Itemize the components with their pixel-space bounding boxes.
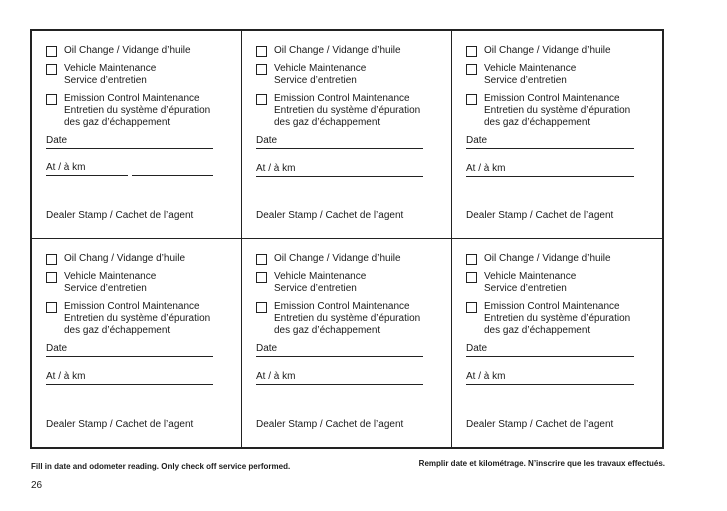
oil-change-label: Oil Change / Vidange d’huile (274, 253, 401, 264)
vehicle-maintenance-label-fr: Service d’entretien (274, 75, 357, 86)
date-label: Date (256, 343, 278, 354)
date-label: Date (466, 343, 488, 354)
oil-change-option[interactable] (466, 45, 648, 57)
emission-control-label: Emission Control Maintenance (274, 301, 410, 312)
footer-instructions-en: Fill in date and odometer reading. Only check off service performed. (31, 462, 291, 471)
service-record-cell (32, 239, 242, 447)
emission-control-label-fr-1: Entretien du système d’épuration (274, 105, 421, 116)
emission-control-label-fr-1: Entretien du système d’épuration (64, 105, 211, 116)
vehicle-maintenance-label: Vehicle Maintenance (484, 63, 577, 74)
dealer-stamp-label: Dealer Stamp / Cachet de l’agent (466, 210, 614, 221)
oil-change-option[interactable] (466, 253, 648, 265)
date-label: Date (256, 135, 278, 146)
emission-control-label-fr-2: des gaz d’échappement (274, 325, 381, 336)
date-field[interactable] (466, 135, 634, 149)
vehicle-maintenance-checkbox[interactable] (466, 272, 477, 283)
service-record-cell (32, 31, 242, 239)
emission-control-checkbox[interactable] (256, 302, 267, 313)
emission-control-label: Emission Control Maintenance (64, 93, 200, 104)
odometer-label: At / à km (256, 163, 296, 174)
service-record-cell (452, 31, 662, 239)
oil-change-option[interactable] (46, 253, 227, 265)
oil-change-option[interactable] (46, 45, 227, 57)
emission-control-label: Emission Control Maintenance (484, 93, 620, 104)
date-label: Date (46, 135, 68, 146)
dealer-stamp-label: Dealer Stamp / Cachet de l’agent (46, 419, 194, 430)
dealer-stamp-label: Dealer Stamp / Cachet de l’agent (46, 210, 194, 221)
vehicle-maintenance-option[interactable] (466, 63, 648, 87)
emission-control-checkbox[interactable] (466, 302, 477, 313)
oil-change-label: Oil Change / Vidange d’huile (484, 45, 611, 56)
service-record-cell (452, 239, 662, 447)
vehicle-maintenance-checkbox[interactable] (256, 272, 267, 283)
date-field[interactable] (466, 343, 634, 357)
emission-control-option[interactable] (46, 301, 227, 337)
vehicle-maintenance-checkbox[interactable] (466, 64, 477, 75)
oil-change-option[interactable] (256, 45, 437, 57)
emission-control-label-fr-2: des gaz d’échappement (64, 325, 171, 336)
service-record-cell (242, 239, 452, 447)
date-field[interactable] (256, 135, 423, 149)
oil-change-checkbox[interactable] (256, 254, 267, 265)
vehicle-maintenance-label-fr: Service d’entretien (64, 75, 147, 86)
oil-change-label: Oil Chang / Vidange d’huile (64, 253, 186, 264)
oil-change-checkbox[interactable] (256, 46, 267, 57)
service-record-cell (242, 31, 452, 239)
emission-control-label-fr-1: Entretien du système d’épuration (484, 105, 631, 116)
emission-control-option[interactable] (256, 301, 437, 337)
vehicle-maintenance-label-fr: Service d’entretien (64, 283, 147, 294)
oil-change-label: Oil Change / Vidange d’huile (64, 45, 191, 56)
odometer-label: At / à km (46, 371, 86, 382)
vehicle-maintenance-label-fr: Service d’entretien (484, 283, 567, 294)
vehicle-maintenance-label-fr: Service d’entretien (274, 283, 357, 294)
odometer-label: At / à km (46, 162, 86, 173)
odometer-label: At / à km (466, 163, 506, 174)
oil-change-checkbox[interactable] (46, 46, 57, 57)
page-number: 26 (31, 480, 43, 491)
odometer-label: At / à km (466, 371, 506, 382)
emission-control-checkbox[interactable] (466, 94, 477, 105)
vehicle-maintenance-label: Vehicle Maintenance (64, 271, 157, 282)
emission-control-label-fr-1: Entretien du système d’épuration (274, 313, 421, 324)
emission-control-label-fr-2: des gaz d’échappement (64, 117, 171, 128)
emission-control-label-fr-1: Entretien du système d’épuration (484, 313, 631, 324)
emission-control-option[interactable] (46, 93, 227, 129)
date-label: Date (466, 135, 488, 146)
vehicle-maintenance-label: Vehicle Maintenance (64, 63, 157, 74)
date-field[interactable] (46, 343, 213, 357)
emission-control-checkbox[interactable] (46, 94, 57, 105)
emission-control-label: Emission Control Maintenance (274, 93, 410, 104)
oil-change-label: Oil Change / Vidange d’huile (484, 253, 611, 264)
odometer-field[interactable] (466, 371, 634, 385)
vehicle-maintenance-option[interactable] (46, 63, 227, 87)
dealer-stamp-label: Dealer Stamp / Cachet de l’agent (256, 210, 404, 221)
emission-control-option[interactable] (256, 93, 437, 129)
vehicle-maintenance-label-fr: Service d’entretien (484, 75, 567, 86)
emission-control-checkbox[interactable] (46, 302, 57, 313)
vehicle-maintenance-checkbox[interactable] (46, 64, 57, 75)
emission-control-label-fr-2: des gaz d’échappement (484, 117, 591, 128)
service-record-grid (30, 29, 664, 449)
dealer-stamp-label: Dealer Stamp / Cachet de l’agent (256, 419, 404, 430)
vehicle-maintenance-label: Vehicle Maintenance (274, 271, 367, 282)
emission-control-label: Emission Control Maintenance (484, 301, 620, 312)
oil-change-label: Oil Change / Vidange d’huile (274, 45, 401, 56)
oil-change-checkbox[interactable] (46, 254, 57, 265)
vehicle-maintenance-checkbox[interactable] (256, 64, 267, 75)
odometer-label: At / à km (256, 371, 296, 382)
date-field[interactable] (256, 343, 423, 357)
oil-change-checkbox[interactable] (466, 46, 477, 57)
emission-control-option[interactable] (466, 301, 648, 337)
emission-control-label-fr-2: des gaz d’échappement (274, 117, 381, 128)
odometer-field[interactable] (46, 371, 213, 385)
odometer-field[interactable] (46, 163, 213, 176)
vehicle-maintenance-checkbox[interactable] (46, 272, 57, 283)
odometer-field[interactable] (466, 163, 634, 177)
dealer-stamp-label: Dealer Stamp / Cachet de l’agent (466, 419, 614, 430)
footer-instructions-fr: Remplir date et kilométrage. N’inscrire que les travaux effectués. (418, 459, 665, 468)
emission-control-option[interactable] (466, 93, 648, 129)
vehicle-maintenance-option[interactable] (46, 271, 227, 295)
vehicle-maintenance-option[interactable] (256, 271, 437, 295)
emission-control-label-fr-2: des gaz d’échappement (484, 325, 591, 336)
emission-control-label: Emission Control Maintenance (64, 301, 200, 312)
emission-control-label-fr-1: Entretien du système d’épuration (64, 313, 211, 324)
oil-change-option[interactable] (256, 253, 437, 265)
oil-change-checkbox[interactable] (466, 254, 477, 265)
emission-control-checkbox[interactable] (256, 94, 267, 105)
vehicle-maintenance-label: Vehicle Maintenance (274, 63, 367, 74)
vehicle-maintenance-option[interactable] (256, 63, 437, 87)
odometer-field[interactable] (256, 163, 423, 177)
odometer-field[interactable] (256, 371, 423, 385)
vehicle-maintenance-label: Vehicle Maintenance (484, 271, 577, 282)
vehicle-maintenance-option[interactable] (466, 271, 648, 295)
date-field[interactable] (46, 135, 213, 149)
date-label: Date (46, 343, 68, 354)
